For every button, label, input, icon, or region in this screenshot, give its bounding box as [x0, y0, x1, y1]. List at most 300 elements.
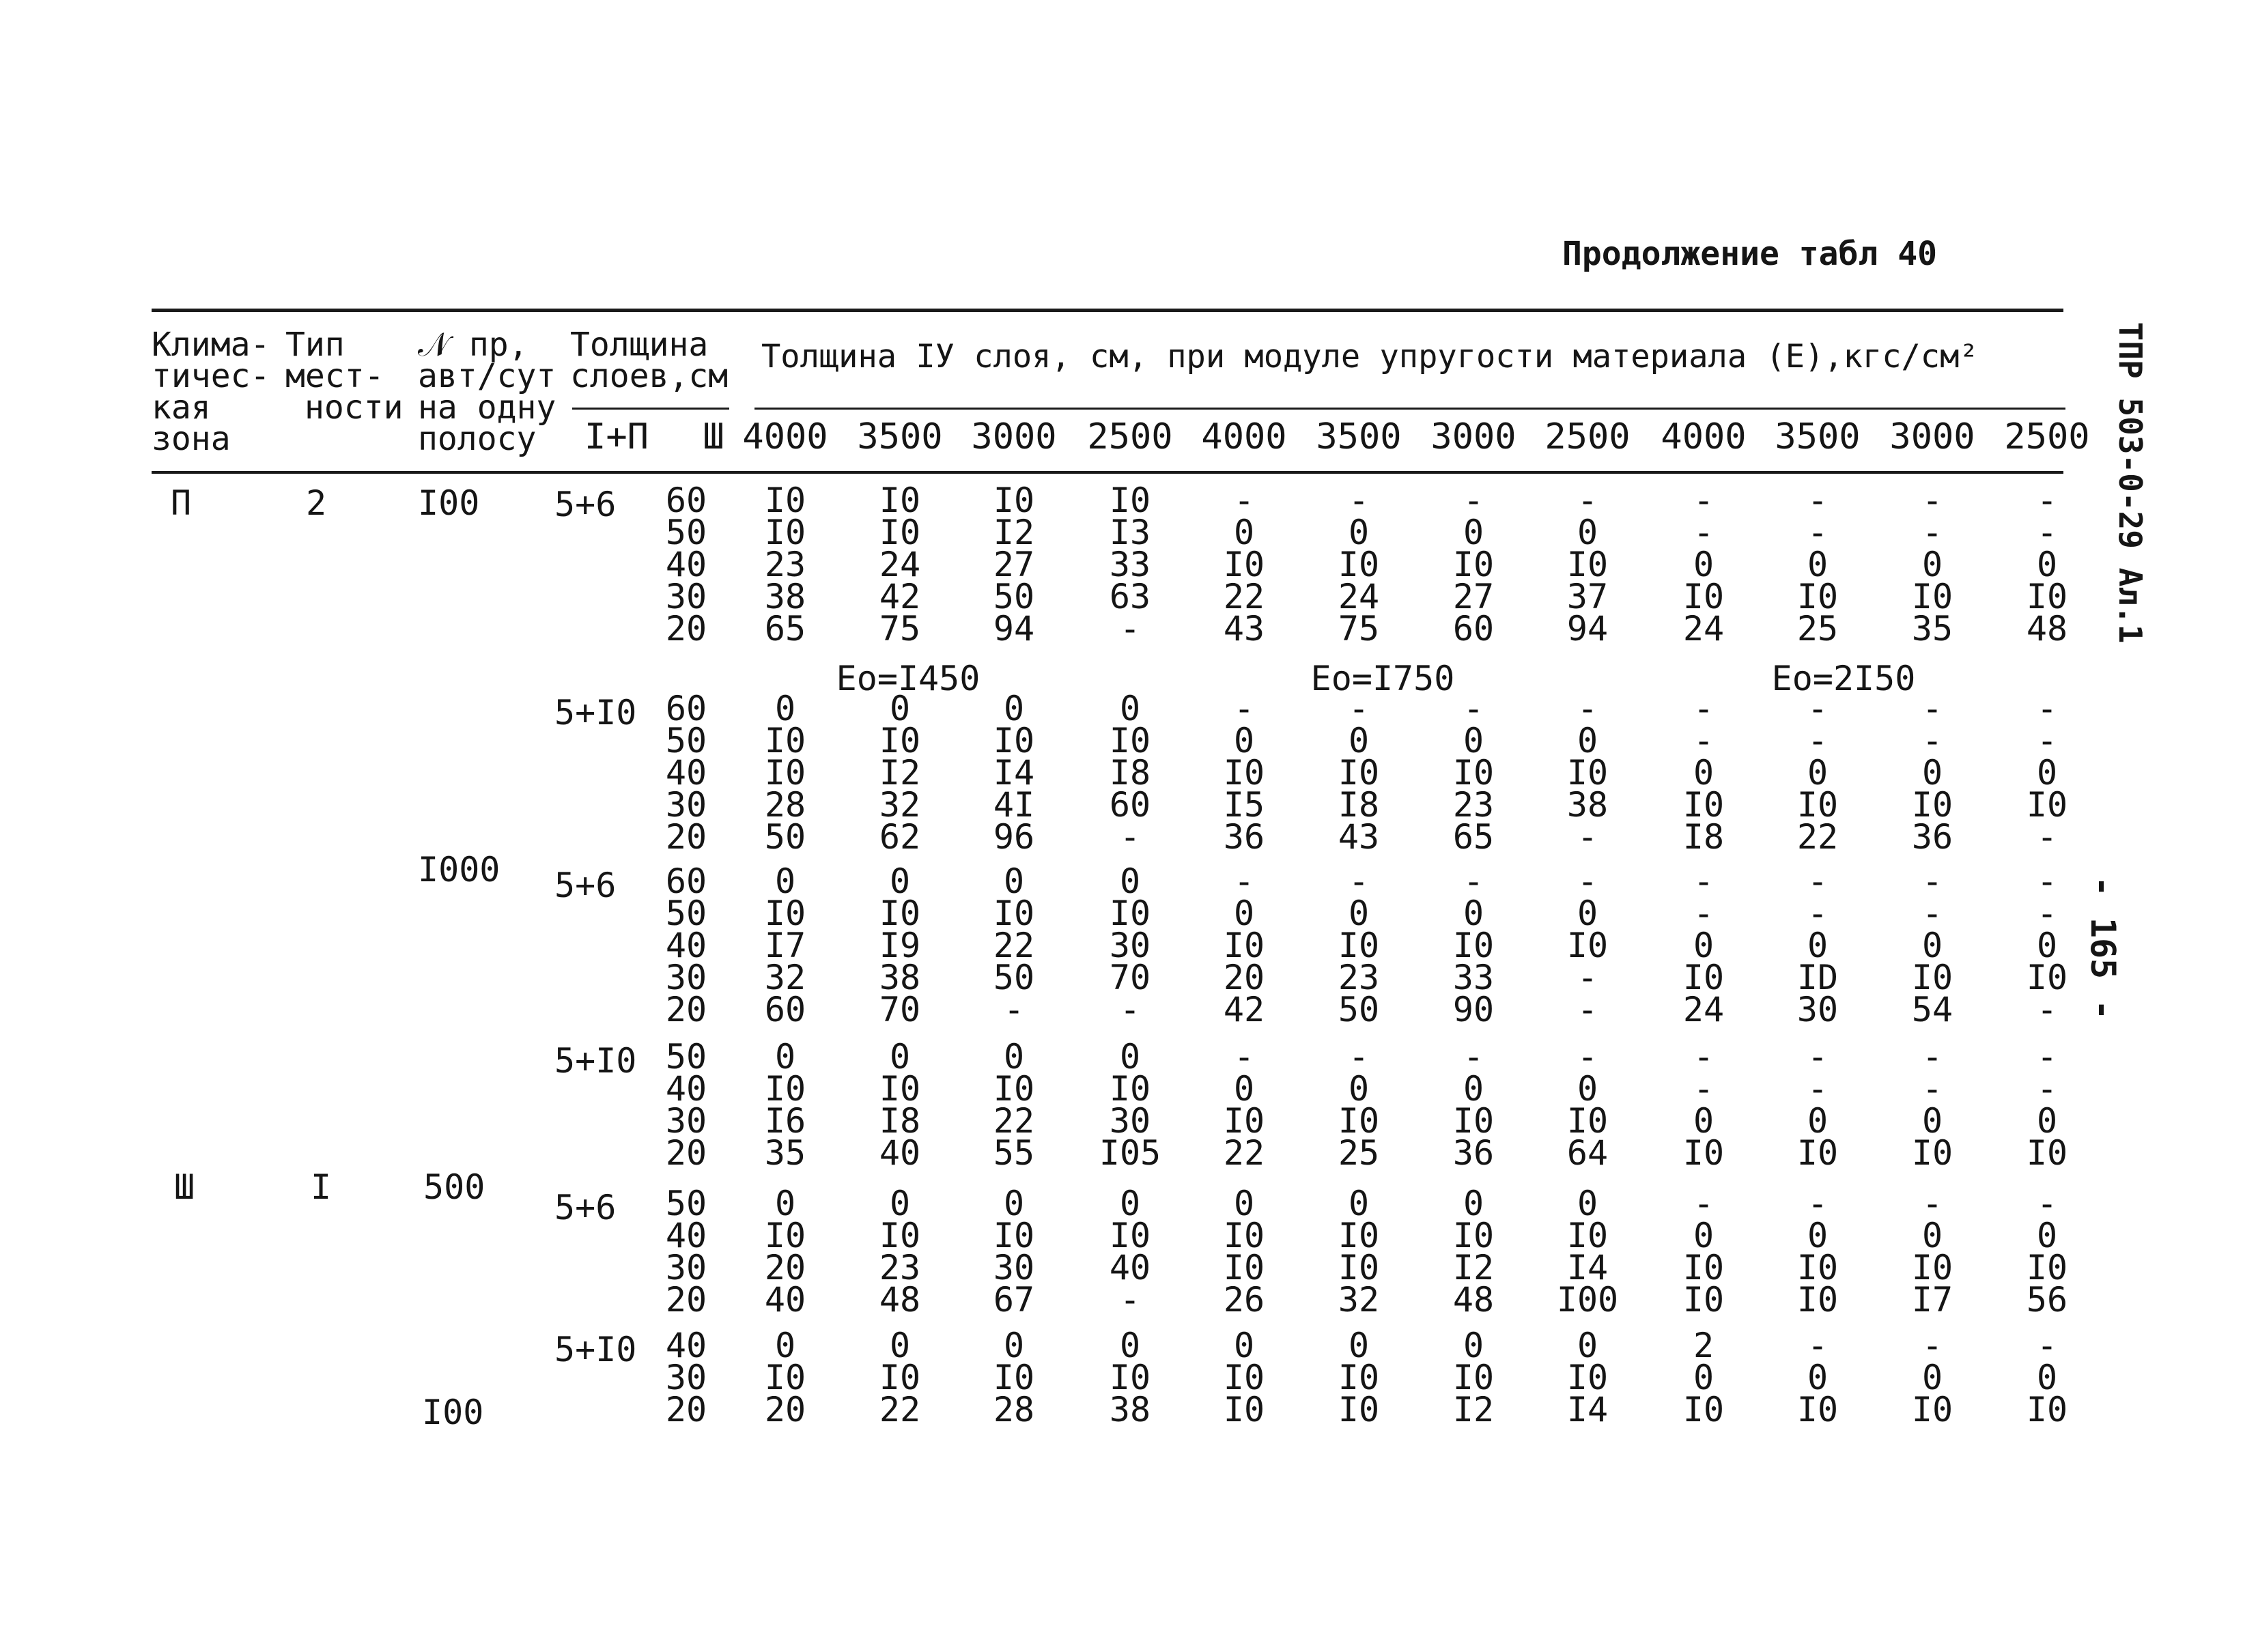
table-cell: 42	[1223, 990, 1265, 1029]
table-cell: 30	[1109, 926, 1151, 965]
table-cell: 54	[1911, 990, 1953, 1029]
value-column	[2003, 1184, 2091, 1320]
value-column	[970, 861, 1058, 1029]
table-cell: -	[1807, 721, 1829, 760]
thickness-cell: 60	[665, 689, 707, 728]
value-column	[1773, 1037, 1862, 1173]
table-cell: 25	[1796, 609, 1839, 649]
table-cell: 38	[1566, 785, 1609, 825]
eo-label-1: Eo=I450	[836, 659, 980, 698]
table-cell: -	[1921, 1037, 1943, 1077]
value-column	[1773, 481, 1862, 649]
table-cell: I0	[1796, 1280, 1839, 1320]
value-column	[1773, 861, 1862, 1029]
value-column	[1200, 1184, 1288, 1320]
table-cell: -	[2036, 513, 2058, 552]
table-cell: 0	[774, 1037, 796, 1077]
value-column	[1429, 861, 1518, 1029]
table-cell: I4	[993, 753, 1035, 793]
table-cell: 23	[1452, 785, 1495, 825]
table-cell: I0	[764, 1358, 806, 1397]
value-column	[1314, 861, 1403, 1029]
table-cell: I0	[1566, 926, 1609, 965]
table-cell: -	[1233, 481, 1255, 520]
table-cell: I0	[1338, 1390, 1380, 1429]
table-cell: I0	[1682, 577, 1725, 616]
table-cell: 50	[993, 958, 1035, 997]
table-cell: 0	[1807, 1216, 1829, 1255]
value-column	[1086, 1037, 1174, 1173]
table-cell: 36	[1911, 817, 1953, 857]
table-cell: -	[1921, 1184, 1943, 1223]
table-cell: 94	[993, 609, 1035, 649]
table-cell: 0	[2036, 545, 2058, 584]
table-cell: 50	[1338, 990, 1380, 1029]
table-cell: I0	[1911, 1390, 1953, 1429]
value-column	[856, 861, 944, 1029]
table-cell: 0	[1693, 753, 1714, 793]
table-cell: I0	[1796, 1248, 1839, 1287]
table-cell: -	[1233, 861, 1255, 901]
table-cell: 22	[993, 926, 1035, 965]
value-column	[970, 481, 1058, 649]
table-cell: 0	[2036, 753, 2058, 793]
table-cell: 40	[764, 1280, 806, 1320]
table-cell: 0	[1233, 1069, 1255, 1109]
thickness-cell: 20	[665, 1133, 707, 1173]
value-column	[1659, 1326, 1748, 1429]
table-cell: 28	[764, 785, 806, 825]
table-cell: 30	[1796, 990, 1839, 1029]
table-cell: 0	[1577, 513, 1598, 552]
value-column	[1200, 689, 1288, 857]
layer-combination-label: 5+6	[554, 1188, 617, 1227]
thickness-cell: 20	[665, 817, 707, 857]
table-cell: 35	[1911, 609, 1953, 649]
value-column	[1314, 1184, 1403, 1320]
modulus-header-4: 4000	[1201, 416, 1287, 457]
table-cell: I0	[1338, 1358, 1380, 1397]
table-cell: 0	[1807, 753, 1829, 793]
table-cell: I0	[1223, 926, 1265, 965]
table-cell: 0	[774, 1326, 796, 1365]
table-cell: 40	[879, 1133, 921, 1173]
table-cell: -	[1693, 1037, 1714, 1077]
table-cell: -	[1577, 861, 1598, 901]
table-cell: -	[1693, 1184, 1714, 1223]
table-cell: 0	[889, 1184, 911, 1223]
table-cell: 26	[1223, 1280, 1265, 1320]
table-cell: 0	[1348, 513, 1370, 552]
table-cell: -	[2036, 1069, 2058, 1109]
table-cell: 38	[764, 577, 806, 616]
table-cell: I8	[1338, 785, 1380, 825]
table-cell: 42	[879, 577, 921, 616]
value-column	[1429, 481, 1518, 649]
value-column	[1314, 689, 1403, 857]
table-cell: -	[1348, 861, 1370, 901]
table-cell: I0	[2026, 1133, 2068, 1173]
table-cell: I4	[1566, 1390, 1609, 1429]
table-cell: I0	[2026, 1248, 2068, 1287]
table-cell: 75	[1338, 609, 1380, 649]
value-column	[1888, 1037, 1977, 1173]
value-column	[1086, 1326, 1174, 1429]
table-cell: -	[1807, 481, 1829, 520]
layer-III-thickness-column	[642, 689, 731, 857]
header-bottom-rule	[152, 471, 2063, 474]
table-cell: 0	[1463, 1326, 1484, 1365]
modulus-header-9: 3500	[1775, 416, 1861, 457]
table-cell: -	[1693, 1069, 1714, 1109]
table-cell: I0	[1223, 1390, 1265, 1429]
table-cell: I0	[1452, 753, 1495, 793]
table-cell: 20	[764, 1248, 806, 1287]
table-cell: 32	[879, 785, 921, 825]
table-cell: -	[1577, 689, 1598, 728]
value-column	[856, 1037, 944, 1173]
value-column	[1543, 1184, 1632, 1320]
table-cell: I0	[1452, 1101, 1495, 1141]
table-cell: 0	[1233, 1326, 1255, 1365]
value-column	[1429, 1184, 1518, 1320]
table-cell: -	[1693, 513, 1714, 552]
table-cell: 0	[889, 689, 911, 728]
table-cell: I0	[764, 513, 806, 552]
zone-III: Ш	[174, 1167, 195, 1207]
table-cell: -	[1577, 958, 1598, 997]
table-cell: 0	[1119, 1326, 1141, 1365]
table-cell: 38	[1109, 1390, 1151, 1429]
table-cell: 70	[1109, 958, 1151, 997]
layers-header-rule	[572, 408, 729, 410]
table-cell: I0	[1223, 1248, 1265, 1287]
value-column	[2003, 689, 2091, 857]
table-cell: 0	[1463, 1069, 1484, 1109]
table-cell: 48	[1452, 1280, 1495, 1320]
table-cell: -	[1233, 689, 1255, 728]
layer-combination-label: 5+I0	[554, 1041, 637, 1081]
value-column	[1659, 689, 1748, 857]
table-cell: I0	[879, 894, 921, 933]
table-cell: 65	[764, 609, 806, 649]
thickness-cell: 40	[665, 926, 707, 965]
modulus-header-11: 2500	[2004, 416, 2090, 457]
table-cell: 43	[1223, 609, 1265, 649]
table-cell: 33	[1109, 545, 1151, 584]
value-column	[1086, 481, 1174, 649]
table-cell: 2	[1693, 1326, 1714, 1365]
table-cell: I0	[993, 894, 1035, 933]
table-cell: I05	[1099, 1133, 1161, 1173]
table-cell: -	[1463, 689, 1484, 728]
value-column	[1543, 1326, 1632, 1429]
table-cell: I0	[1223, 753, 1265, 793]
table-cell: I0	[1682, 1248, 1725, 1287]
table-cell: I0	[993, 721, 1035, 760]
table-cell: 0	[1693, 1358, 1714, 1397]
thickness-cell: 20	[665, 609, 707, 649]
table-cell: -	[2036, 689, 2058, 728]
table-cell: I0	[1109, 1358, 1151, 1397]
table-cell: I0	[2026, 958, 2068, 997]
value-column	[970, 1326, 1058, 1429]
table-cell: -	[1921, 481, 1943, 520]
table-cell: 65	[1452, 817, 1495, 857]
table-cell: 0	[1233, 1184, 1255, 1223]
table-cell: I2	[1452, 1248, 1495, 1287]
value-column	[1429, 1037, 1518, 1173]
table-cell: I0	[1566, 753, 1609, 793]
table-cell: I0	[1338, 1248, 1380, 1287]
modulus-header-rule	[754, 408, 2065, 410]
table-cell: -	[1348, 1037, 1370, 1077]
table-cell: -	[1921, 1069, 1943, 1109]
table-cell: 0	[889, 1326, 911, 1365]
table-cell: 0	[1348, 894, 1370, 933]
table-cell: I0	[2026, 577, 2068, 616]
table-cell: I0	[993, 1216, 1035, 1255]
table-cell: 0	[1119, 1184, 1141, 1223]
table-cell: I9	[879, 926, 921, 965]
layer-III-thickness-column	[642, 861, 731, 1029]
table-cell: 25	[1338, 1133, 1380, 1173]
table-cell: 60	[1452, 609, 1495, 649]
table-cell: -	[2036, 990, 2058, 1029]
table-cell: 32	[764, 958, 806, 997]
table-cell: 55	[993, 1133, 1035, 1173]
table-cell: I0	[1223, 1101, 1265, 1141]
table-cell: -	[1693, 861, 1714, 901]
table-cell: I0	[1911, 785, 1953, 825]
table-cell: 0	[2036, 1101, 2058, 1141]
table-cell: I0	[1452, 545, 1495, 584]
table-cell: -	[1921, 721, 1943, 760]
table-cell: I00	[1556, 1280, 1619, 1320]
value-column	[1200, 1037, 1288, 1173]
value-column	[856, 1184, 944, 1320]
table-cell: 0	[1348, 1184, 1370, 1223]
table-cell: 38	[879, 958, 921, 997]
table-cell: 24	[1682, 990, 1725, 1029]
table-cell: I0	[1338, 926, 1380, 965]
table-cell: -	[1119, 990, 1141, 1029]
modulus-header-6: 3000	[1430, 416, 1516, 457]
table-cell: -	[1807, 1326, 1829, 1365]
table-cell: 50	[764, 817, 806, 857]
layer-III-thickness-column	[642, 1184, 731, 1320]
table-cell: -	[1577, 1037, 1598, 1077]
table-cell: 33	[1452, 958, 1495, 997]
value-column	[856, 689, 944, 857]
table-cell: I0	[1223, 1358, 1265, 1397]
table-cell: I0	[1566, 1358, 1609, 1397]
table-cell: I0	[1566, 1101, 1609, 1141]
table-cell: 0	[1463, 1184, 1484, 1223]
table-cell: 67	[993, 1280, 1035, 1320]
table-cell: -	[1233, 1037, 1255, 1077]
table-cell: 22	[1223, 1133, 1265, 1173]
thickness-cell: 40	[665, 545, 707, 584]
table-cell: 56	[2026, 1280, 2068, 1320]
table-cell: 22	[1223, 577, 1265, 616]
traffic-100-top: I00	[418, 483, 480, 523]
table-cell: I0	[879, 1216, 921, 1255]
table-cell: -	[1807, 894, 1829, 933]
thickness-cell: 20	[665, 990, 707, 1029]
thickness-cell: 30	[665, 958, 707, 997]
terrain-type-1: I	[311, 1167, 332, 1207]
table-cell: I0	[1566, 545, 1609, 584]
table-cell: 23	[1338, 958, 1380, 997]
table-cell: -	[1807, 513, 1829, 552]
modulus-header-5: 3500	[1316, 416, 1402, 457]
value-column	[970, 1037, 1058, 1173]
table-cell: 0	[1693, 926, 1714, 965]
table-cell: 0	[1577, 1184, 1598, 1223]
table-cell: 23	[879, 1248, 921, 1287]
header-climate-zone: Клима- тичес- кая зона	[152, 326, 270, 458]
table-cell: 48	[2026, 609, 2068, 649]
value-column	[1773, 1326, 1862, 1429]
table-cell: I0	[764, 1069, 806, 1109]
traffic-100-bottom: I00	[422, 1393, 484, 1432]
table-cell: 0	[1693, 1216, 1714, 1255]
thickness-cell: 50	[665, 513, 707, 552]
table-cell: -	[2036, 1184, 2058, 1223]
table-cell: 62	[879, 817, 921, 857]
table-cell: 36	[1452, 1133, 1495, 1173]
table-cell: 0	[1463, 894, 1484, 933]
value-column	[1888, 1184, 1977, 1320]
table-cell: 24	[1338, 577, 1380, 616]
table-cell: 0	[774, 861, 796, 901]
table-cell: -	[1921, 513, 1943, 552]
thickness-cell: 30	[665, 1101, 707, 1141]
value-column	[2003, 1037, 2091, 1173]
table-cell: -	[2036, 481, 2058, 520]
table-top-rule	[152, 309, 2063, 312]
value-column	[2003, 861, 2091, 1029]
header-terrain-type: Тип мест- ности	[285, 326, 404, 427]
table-cell: I0	[1682, 958, 1725, 997]
table-cell: 75	[879, 609, 921, 649]
header-layer-III: Ш	[703, 416, 724, 457]
thickness-cell: 40	[665, 1216, 707, 1255]
table-cell: 0	[1463, 721, 1484, 760]
modulus-header-0: 4000	[742, 416, 828, 457]
value-column	[1314, 481, 1403, 649]
value-column	[741, 1037, 830, 1173]
table-cell: 0	[1003, 689, 1025, 728]
table-cell: I0	[879, 481, 921, 520]
table-cell: 94	[1566, 609, 1609, 649]
table-cell: I2	[879, 753, 921, 793]
table-cell: 0	[1003, 1184, 1025, 1223]
table-cell: 0	[889, 861, 911, 901]
value-column	[1659, 861, 1748, 1029]
table-cell: 0	[774, 1184, 796, 1223]
table-cell: I0	[879, 1069, 921, 1109]
table-cell: 30	[1109, 1101, 1151, 1141]
table-cell: 0	[1921, 1216, 1943, 1255]
modulus-header-2: 3000	[971, 416, 1057, 457]
table-cell: 24	[1682, 609, 1725, 649]
table-cell: I8	[1109, 753, 1151, 793]
table-cell: I0	[1566, 1216, 1609, 1255]
value-column	[856, 481, 944, 649]
value-column	[1543, 861, 1632, 1029]
table-cell: 0	[1577, 721, 1598, 760]
thickness-cell: 50	[665, 1184, 707, 1223]
value-column	[970, 689, 1058, 857]
table-cell: 27	[1452, 577, 1495, 616]
table-cell: -	[2036, 1326, 2058, 1365]
table-cell: -	[1693, 894, 1714, 933]
table-cell: I0	[2026, 785, 2068, 825]
table-cell: 0	[1348, 1326, 1370, 1365]
table-cell: -	[1577, 817, 1598, 857]
table-cell: I0	[1682, 1280, 1725, 1320]
table-cell: -	[2036, 817, 2058, 857]
table-cell: I7	[764, 926, 806, 965]
table-cell: 22	[879, 1390, 921, 1429]
value-column	[1659, 1184, 1748, 1320]
table-cell: I0	[1796, 1133, 1839, 1173]
modulus-header-3: 2500	[1087, 416, 1173, 457]
table-cell: 4I	[993, 785, 1035, 825]
table-cell: -	[1921, 861, 1943, 901]
table-cell: 37	[1566, 577, 1609, 616]
thickness-cell: 50	[665, 894, 707, 933]
table-cell: 0	[1348, 721, 1370, 760]
table-cell: 0	[1233, 513, 1255, 552]
table-cell: 22	[993, 1101, 1035, 1141]
table-cell: I0	[764, 753, 806, 793]
table-cell: 24	[879, 545, 921, 584]
table-cell: 96	[993, 817, 1035, 857]
value-column	[1543, 1037, 1632, 1173]
table-cell: -	[1807, 1184, 1829, 1223]
side-document-code: ТПР 503-0-29 Ал.1	[2112, 322, 2149, 644]
table-cell: I0	[879, 513, 921, 552]
table-cell: -	[1577, 481, 1598, 520]
eo-label-2: Eo=I750	[1310, 659, 1455, 698]
table-cell: 0	[1119, 861, 1141, 901]
table-cell: 0	[2036, 926, 2058, 965]
table-cell: -	[1921, 894, 1943, 933]
table-cell: 40	[1109, 1248, 1151, 1287]
table-cell: 60	[764, 990, 806, 1029]
value-column	[741, 861, 830, 1029]
table-caption: Продолжение табл 40	[1562, 235, 1938, 273]
table-cell: I0	[1911, 577, 1953, 616]
value-column	[1429, 1326, 1518, 1429]
table-cell: 48	[879, 1280, 921, 1320]
table-cell: I0	[1223, 545, 1265, 584]
table-cell: -	[1807, 1069, 1829, 1109]
thickness-cell: 30	[665, 785, 707, 825]
table-cell: 60	[1109, 785, 1151, 825]
table-cell: 0	[1807, 1101, 1829, 1141]
table-cell: I0	[1109, 481, 1151, 520]
traffic-500: 500	[423, 1167, 485, 1207]
table-cell: I0	[1452, 1216, 1495, 1255]
modulus-header-8: 4000	[1661, 416, 1747, 457]
table-cell: 23	[764, 545, 806, 584]
thickness-cell: 60	[665, 861, 707, 901]
table-cell: 0	[2036, 1216, 2058, 1255]
